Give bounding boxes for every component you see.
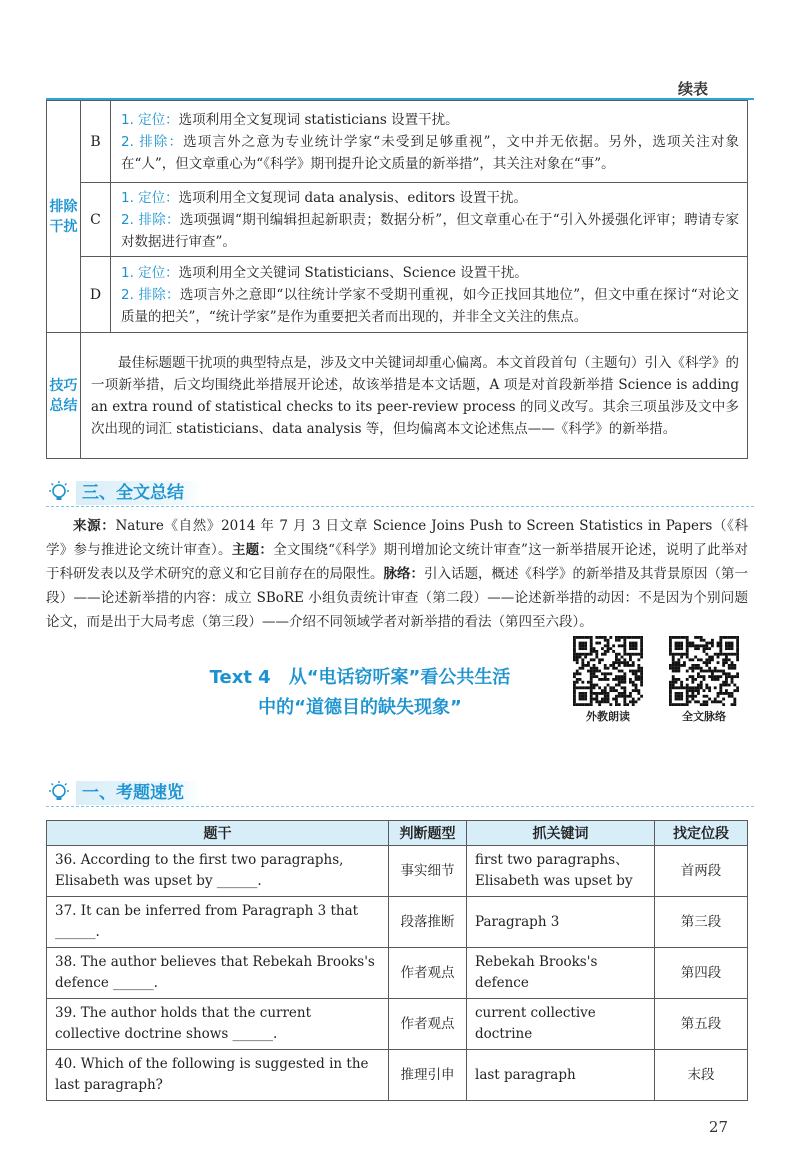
- questions-table: [46, 820, 748, 1101]
- question-location: 首两段: [655, 846, 748, 897]
- table-row: [47, 999, 748, 1050]
- question-type: 事实细节: [389, 846, 467, 897]
- exclude-tag: 2. 排除：: [121, 211, 180, 228]
- question-stem: 38. The author believes that Rebekah Brooks's defence ______.: [47, 948, 389, 999]
- question-keyword: Paragraph 3: [467, 897, 655, 948]
- question-type: 作者观点: [389, 948, 467, 999]
- question-keyword: last paragraph: [467, 1050, 655, 1101]
- question-type: 推理引申: [389, 1050, 467, 1101]
- analysis-table: [46, 100, 748, 459]
- question-type: 段落推断: [389, 897, 467, 948]
- continued-label: 续表: [677, 80, 708, 98]
- exclude-text: 选项强调“期刊编辑担起新职责；数据分析”，但文章重心在于“引入外援强化评审；聘请专家对数据进行审查”。: [121, 211, 739, 250]
- section-heading-summary: [46, 480, 202, 506]
- option-letter: B: [81, 101, 111, 183]
- source-label: 来源：: [73, 518, 116, 534]
- question-location: 第四段: [655, 948, 748, 999]
- locate-tag: 1. 定位：: [121, 264, 179, 281]
- category-distractor: 排除干扰: [47, 101, 81, 333]
- col-header-keyword: 抓关键词: [467, 821, 655, 846]
- question-stem: 39. The author holds that the current collective doctrine shows ______.: [47, 999, 389, 1050]
- qr-caption: 全文脉络: [682, 710, 726, 723]
- col-header-type: 判断题型: [389, 821, 467, 846]
- question-location: 第五段: [655, 999, 748, 1050]
- qr-code-icon[interactable]: [573, 636, 643, 706]
- question-location: 末段: [655, 1050, 748, 1101]
- col-header-location: 找定位段: [655, 821, 748, 846]
- question-stem: 40. Which of the following is suggested in the last paragraph?: [47, 1050, 389, 1101]
- lightbulb-icon: [46, 480, 72, 506]
- article-summary: [46, 514, 748, 634]
- locate-tag: 1. 定位：: [121, 189, 179, 206]
- option-analysis: [111, 257, 748, 333]
- locate-text: 选项利用全文复现词 data analysis、editors 设置干扰。: [178, 189, 528, 206]
- question-type: 作者观点: [389, 999, 467, 1050]
- section-title: 一、考题速览: [76, 781, 202, 805]
- question-location: 第三段: [655, 897, 748, 948]
- theme-label: 主题：: [231, 542, 274, 558]
- option-analysis: [111, 101, 748, 183]
- text4-title-line2: 中的“道德目的缺失现象”: [258, 697, 462, 718]
- structure-label: 脉络：: [383, 566, 424, 582]
- exclude-text: 选项言外之意即“以往统计学家不受期刊重视，如今正找回其地位”，但文中重在探讨“对论文质量的把关”，“统计学家”是作为重要把关者而出现的，并非全文关注的焦点。: [121, 286, 739, 325]
- section-title: 三、全文总结: [76, 481, 202, 505]
- section-heading-questions: [46, 780, 202, 806]
- exclude-text: 选项言外之意为专业统计学家“未受到足够重视”，文中并无依据。另外，选项关注对象在“人”，但文章重心为“《科学》期刊提升论文质量的新举措”，其关注对象在“事”。: [121, 133, 739, 172]
- page-number: 27: [708, 1118, 728, 1136]
- question-keyword: Rebekah Brooks's defence: [467, 948, 655, 999]
- text4-title-line1: Text 4 从“电话窃听案”看公共生活: [209, 667, 511, 688]
- locate-text: 选项利用全文关键词 Statisticians、Science 设置干扰。: [178, 264, 528, 281]
- qr-code-icon[interactable]: [669, 636, 739, 706]
- analysis-row-c: [47, 183, 748, 257]
- table-row: [47, 897, 748, 948]
- exclude-tag: 2. 排除：: [121, 133, 184, 150]
- structure-text: 引入话题，概述《科学》的新举措及其背景原因（第一段）——论述新举措的内容：成立 SBoRE 小组负责统计审查（第二段）——论述新举措的动因：不是因为个别问题论文，而是出于大局考虑（第三段）——介绍不同领域学者对新举措的看法（第四至六段）。: [46, 566, 748, 630]
- question-keyword: current collective doctrine: [467, 999, 655, 1050]
- option-letter: D: [81, 257, 111, 333]
- option-letter: C: [81, 183, 111, 257]
- analysis-row-d: [47, 257, 748, 333]
- locate-tag: 1. 定位：: [121, 111, 179, 128]
- text4-title: [180, 663, 540, 723]
- summary-text: 最佳标题题干扰项的典型特点是，涉及文中关键词却重心偏离。本文首段首句（主题句）引入《科学》的一项新举措，后文均围绕此举措展开论述，故该举措是本文话题，A 项是对首段新举措 Science is adding an extra round of statistical checks to its peer-review process 的同义改写。其余三项虽涉及文中多次出现的词汇 statisticians、data analysis 等，但均偏离本文论述焦点——《科学》的新举措。: [81, 333, 748, 459]
- analysis-row-summary: [47, 333, 748, 459]
- qr-outline[interactable]: [666, 636, 742, 724]
- section-divider: [46, 506, 754, 507]
- analysis-row-b: [47, 101, 748, 183]
- category-summary: 技巧总结: [47, 333, 81, 459]
- table-row: [47, 1050, 748, 1101]
- lightbulb-icon: [46, 780, 72, 806]
- option-analysis: [111, 183, 748, 257]
- table-row: [47, 846, 748, 897]
- qr-reading[interactable]: [570, 636, 646, 724]
- qr-caption: 外教朗读: [586, 710, 630, 723]
- question-keyword: first two paragraphs、Elisabeth was upset by: [467, 846, 655, 897]
- table-header-row: [47, 821, 748, 846]
- question-stem: 36. According to the first two paragraphs, Elisabeth was upset by ______.: [47, 846, 389, 897]
- locate-text: 选项利用全文复现词 statisticians 设置干扰。: [178, 111, 459, 128]
- question-stem: 37. It can be inferred from Paragraph 3 that ______.: [47, 897, 389, 948]
- exclude-tag: 2. 排除：: [121, 286, 180, 303]
- theme-text: 全文围绕“《科学》期刊增加论文统计审查”这一新举措展开论述，说明了此举对于科研发表以及学术研究的意义和它目前存在的局限性。: [46, 542, 749, 582]
- col-header-stem: 题干: [47, 821, 389, 846]
- table-row: [47, 948, 748, 999]
- section-divider: [46, 806, 754, 807]
- source-text: Nature《自然》2014 年 7 月 3 日文章 Science Joins Push to Screen Statistics in Papers（《科学》参与推进论文统计审查）。: [46, 518, 749, 558]
